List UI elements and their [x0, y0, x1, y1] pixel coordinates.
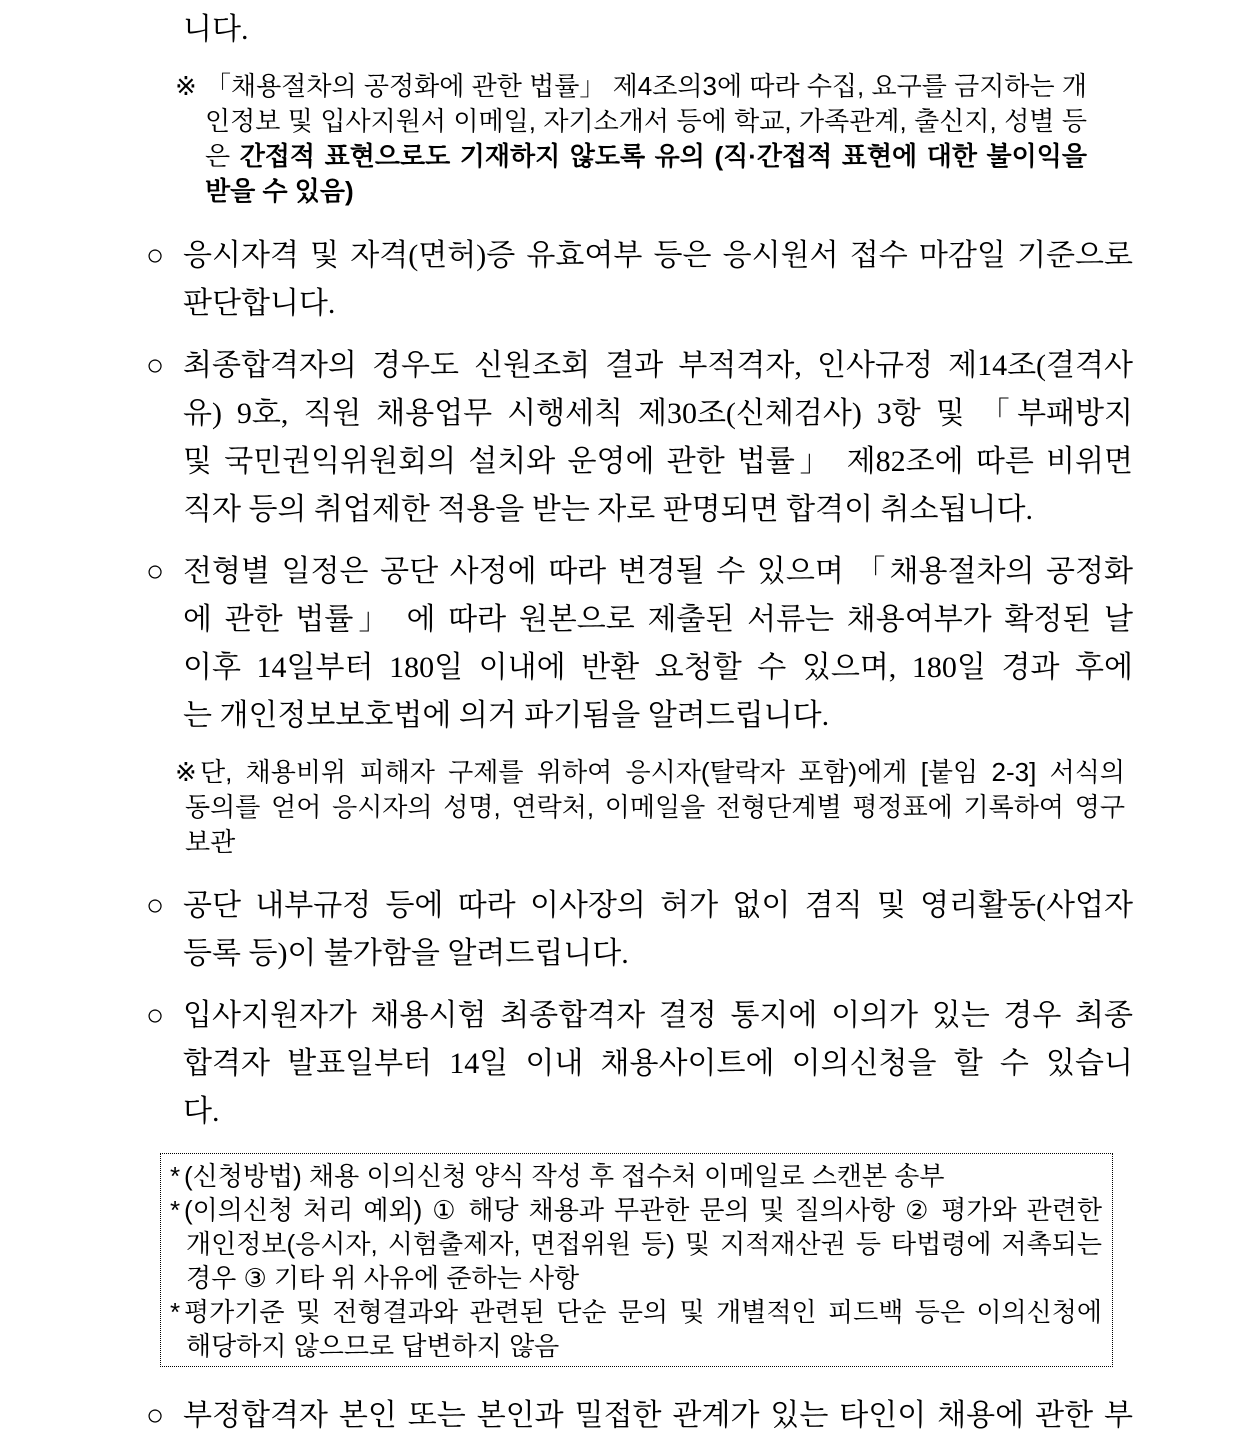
text-segment: 에 관한 법률」 에 따라 원본으로 제출된 서류는 채용여부가 확정된 날: [183, 603, 1133, 636]
bullet-final-disqualification: [146, 342, 1133, 534]
text-line: [146, 548, 1133, 596]
text-segment: 는 개인정보보호법에 의거 파기됨을 알려드립니다.: [183, 699, 830, 732]
box-item-no-reply: [170, 1295, 1102, 1363]
text-line: [175, 174, 1087, 209]
bullet-eligibility-deadline: [146, 232, 1133, 328]
text-segment: 입사지원자가 채용시험 최종합격자 결정 통지에 이의가 있는 경우 최종: [183, 999, 1133, 1032]
text-segment: 해당하지 않으므로 답변하지 않음: [186, 1331, 560, 1361]
text-line: [170, 1295, 1102, 1329]
text-segment: 단, 채용비위 피해자 구제를 위하여 응시자(탈락자 포함)에게 [붙임 2-3] 서식의: [200, 757, 1125, 787]
text-line: [146, 280, 1133, 328]
text-segment: 유) 9호, 직원 채용업무 시행세칙 제30조(신체검사) 3항 및 「부패방지: [183, 397, 1133, 430]
text-line: [175, 755, 1125, 790]
text-line: [146, 232, 1133, 280]
text-line: [146, 342, 1133, 390]
text-line: [146, 992, 1133, 1040]
note-permanent-retention: [175, 755, 1125, 860]
text-line: [146, 644, 1133, 692]
bullet-concurrent-position: [146, 882, 1133, 978]
paragraph-continuation: [146, 6, 1133, 54]
emphasis-text: 간접적 표현으로도 기재하지 않도록 유의 (직·간접적 표현에 대한 불이익을: [239, 141, 1087, 171]
text-segment: (신청방법) 채용 이의신청 양식 작성 후 접수처 이메일로 스캔본 송부: [184, 1161, 945, 1191]
note-privacy-law: [175, 69, 1087, 209]
text-segment: 등록 등)이 불가함을 알려드립니다.: [183, 937, 629, 970]
text-line: [146, 882, 1133, 930]
text-segment: 판단합니다.: [183, 287, 336, 320]
circle-bullet-marker: ○: [146, 349, 165, 382]
text-line: [146, 930, 1133, 978]
box-item-method: [170, 1159, 1102, 1193]
text-line: [170, 1159, 1102, 1193]
text-line: [146, 1040, 1133, 1088]
text-line: [175, 139, 1087, 174]
circle-bullet-marker: ○: [146, 1399, 165, 1432]
text-segment: 동의를 얻어 응시자의 성명, 연락처, 이메일을 전형단계별 평정표에 기록하여 영구: [185, 792, 1125, 822]
text-segment: 합격자 발표일부터 14일 이내 채용사이트에 이의신청을 할 수 있습니: [183, 1047, 1133, 1080]
text-line: [170, 1193, 1102, 1227]
text-line: [146, 438, 1133, 486]
text-line: [146, 596, 1133, 644]
text-segment: 직자 등의 취업제한 적용을 받는 자로 판명되면 합격이 취소됩니다.: [183, 493, 1033, 526]
text-segment: 전형별 일정은 공단 사정에 따라 변경될 수 있으며 「채용절차의 공정화: [183, 555, 1133, 588]
asterisk-marker: *: [170, 1297, 181, 1327]
text-segment: 및 국민권익위원회의 설치와 운영에 관한 법률」 제82조에 따른 비위면: [183, 445, 1133, 478]
text-segment: (이의신청 처리 예외) ① 해당 채용과 무관한 문의 및 질의사항 ② 평가와 관련한: [184, 1195, 1102, 1225]
text-segment: 경우 ③ 기타 위 사유에 준하는 사항: [186, 1263, 580, 1293]
circle-bullet-marker: ○: [146, 555, 165, 588]
asterisk-marker: *: [170, 1195, 181, 1225]
text-line: [146, 390, 1133, 438]
text-segment: 은: [205, 141, 240, 171]
bullet-objection-filing: [146, 992, 1133, 1136]
text-segment: 「채용절차의 공정화에 관한 법률」 제4조의3에 따라 수집, 요구를 금지하는 개: [205, 71, 1087, 101]
box-item-exceptions: [170, 1193, 1102, 1295]
text-line: [146, 1392, 1133, 1440]
text-line: [146, 6, 1133, 54]
circle-bullet-marker: ○: [146, 999, 165, 1032]
text-segment: 부정합격자 본인 또는 본인과 밀접한 관계가 있는 타인이 채용에 관한 부: [183, 1399, 1133, 1432]
emphasis-text: 받을 수 있음): [205, 176, 354, 206]
asterisk-marker: *: [170, 1161, 181, 1191]
circle-bullet-marker: ○: [146, 889, 165, 922]
text-line: [175, 790, 1125, 825]
text-segment: 인정보 및 입사지원서 이메일, 자기소개서 등에 학교, 가족관계, 출신지, 성별 등: [205, 106, 1087, 136]
text-segment: 개인정보(응시자, 시험출제자, 면접위원 등) 및 지적재산권 등 타법령에 저촉되는: [186, 1229, 1102, 1259]
text-segment: 다.: [183, 1095, 220, 1128]
text-segment: 니다.: [183, 13, 249, 46]
objection-info-box: [160, 1153, 1113, 1367]
bullet-schedule-document-return: [146, 548, 1133, 740]
text-line: [146, 1088, 1133, 1136]
text-line: [170, 1261, 1102, 1295]
text-segment: 평가기준 및 전형결과와 관련된 단순 문의 및 개별적인 피드백 등은 이의신청에: [184, 1297, 1102, 1327]
text-line: [175, 69, 1087, 104]
text-segment: 최종합격자의 경우도 신원조회 결과 부적격자, 인사규정 제14조(결격사: [183, 349, 1133, 382]
text-segment: 이후 14일부터 180일 이내에 반환 요청할 수 있으며, 180일 경과 후에: [183, 651, 1133, 684]
text-line: [146, 692, 1133, 740]
reference-mark-icon: ※: [175, 757, 197, 787]
reference-mark-icon: ※: [175, 71, 197, 101]
text-segment: 응시자격 및 자격(면허)증 유효여부 등은 응시원서 접수 마감일 기준으로: [183, 239, 1133, 272]
text-line: [146, 486, 1133, 534]
text-line: [170, 1329, 1102, 1363]
text-line: [175, 104, 1087, 139]
text-line: [170, 1227, 1102, 1261]
bullet-fraudulent-pass: [146, 1392, 1133, 1440]
text-segment: 공단 내부규정 등에 따라 이사장의 허가 없이 겸직 및 영리활동(사업자: [183, 889, 1133, 922]
circle-bullet-marker: ○: [146, 239, 165, 272]
text-segment: 보관: [185, 827, 236, 857]
text-line: [175, 825, 1125, 860]
